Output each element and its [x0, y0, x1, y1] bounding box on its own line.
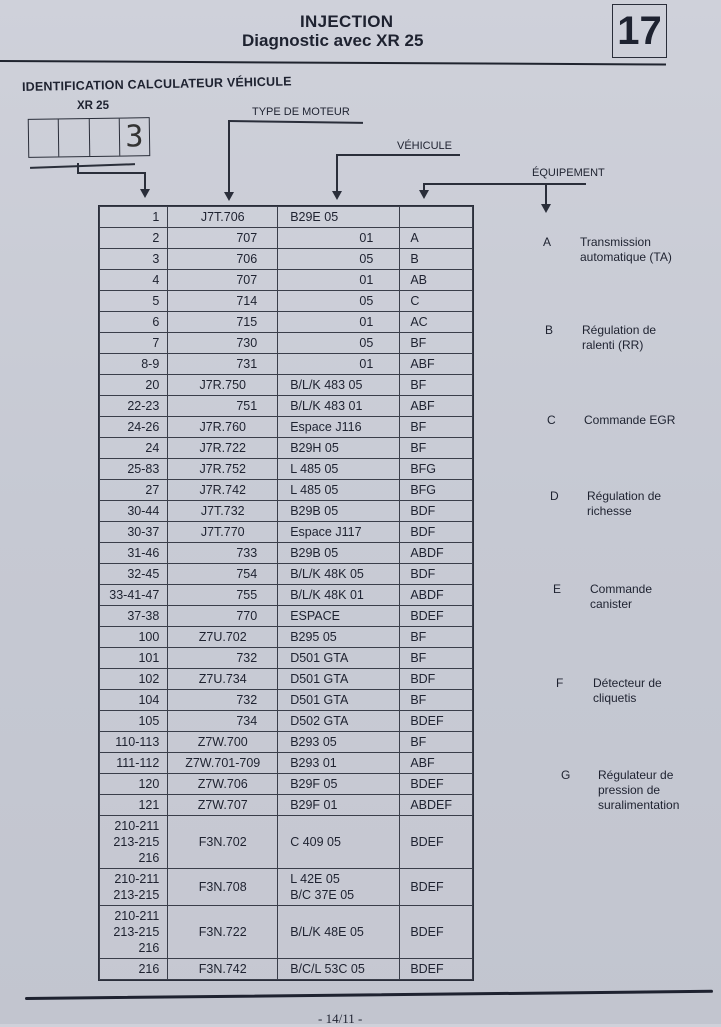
- cell-calculator-code: 102: [100, 669, 168, 690]
- ecu-identification-table: [98, 205, 474, 981]
- table-row: [100, 354, 473, 375]
- cell-engine-type: Z7W.700: [168, 732, 278, 753]
- legend-description: Régulation de richesse: [587, 489, 662, 518]
- cell-calculator-code: 100: [100, 627, 168, 648]
- cell-calculator-code: 27: [100, 480, 168, 501]
- cell-equipment: BDEF: [400, 774, 473, 795]
- arrow-down-icon: [419, 190, 429, 199]
- connector-line: [545, 183, 547, 205]
- cell-calculator-code: 216: [100, 959, 168, 980]
- cell-calculator-code: 5: [100, 291, 168, 312]
- cell-engine-type: 732: [168, 648, 278, 669]
- cell-engine-type: Z7W.706: [168, 774, 278, 795]
- table-row: [100, 959, 473, 980]
- table-row: [100, 606, 473, 627]
- cell-calculator-code: 6: [100, 312, 168, 333]
- cell-calculator-code: 30-37: [100, 522, 168, 543]
- cell-equipment: BDEF: [400, 606, 473, 627]
- table-row: [100, 732, 473, 753]
- cell-calculator-code: 3: [100, 249, 168, 270]
- identification-title: IDENTIFICATION CALCULATEUR VÉHICULE: [21, 74, 292, 94]
- cell-engine-type: 751: [168, 396, 278, 417]
- legend-code: F: [556, 676, 564, 690]
- cell-vehicle: B29B 05: [278, 501, 400, 522]
- cell-calculator-code: 101: [100, 648, 168, 669]
- table-row: [100, 438, 473, 459]
- cell-vehicle: 05: [278, 291, 400, 312]
- table-row: [100, 711, 473, 732]
- table-row: [100, 774, 473, 795]
- section-subtitle: Diagnostic avec XR 25: [242, 31, 424, 50]
- table-row: [100, 585, 473, 606]
- cell-calculator-code: 111-112: [100, 753, 168, 774]
- cell-vehicle: Espace J117: [278, 522, 400, 543]
- legend-description: Régulateur de pression de suralimentation: [598, 768, 680, 812]
- cell-vehicle: B/L/K 48K 01: [278, 585, 400, 606]
- cell-vehicle: B/L/K 483 01: [278, 396, 400, 417]
- table-row: [100, 291, 473, 312]
- cell-engine-type: Z7U.702: [168, 627, 278, 648]
- cell-calculator-code: 25-83: [100, 459, 168, 480]
- cell-vehicle: B293 01: [278, 753, 400, 774]
- table-row: [100, 627, 473, 648]
- legend-description: Transmission automatique (TA): [580, 235, 672, 264]
- table-row: [100, 312, 473, 333]
- table-row: [100, 522, 473, 543]
- cell-calculator-code: 24: [100, 438, 168, 459]
- xr25-display: [28, 117, 151, 158]
- cell-equipment: BF: [400, 648, 473, 669]
- chapter-number: 17: [612, 4, 667, 58]
- xr25-digit-4: 3: [125, 119, 144, 155]
- cell-equipment: BDF: [400, 669, 473, 690]
- legend-code: D: [550, 489, 559, 503]
- cell-equipment: ABF: [400, 396, 473, 417]
- cell-engine-type: 733: [168, 543, 278, 564]
- cell-engine-type: 770: [168, 606, 278, 627]
- cell-equipment: BDEF: [400, 711, 473, 732]
- table-row: [100, 249, 473, 270]
- cell-engine-type: F3N.742: [168, 959, 278, 980]
- legend-code: E: [553, 582, 562, 596]
- section-title: INJECTION: [300, 12, 394, 31]
- cell-equipment: B: [400, 249, 473, 270]
- cell-equipment: BFG: [400, 459, 473, 480]
- cell-calculator-code: 2: [100, 228, 168, 249]
- cell-calculator-code: 31-46: [100, 543, 168, 564]
- table-row: [100, 270, 473, 291]
- cell-calculator-code: 8-9: [100, 354, 168, 375]
- cell-equipment: ABDEF: [400, 795, 473, 816]
- cell-vehicle: 05: [278, 249, 400, 270]
- cell-equipment: BFG: [400, 480, 473, 501]
- table-row: [100, 480, 473, 501]
- cell-equipment: ABDF: [400, 585, 473, 606]
- cell-engine-type: Z7W.701-709: [168, 753, 278, 774]
- cell-engine-type: J7R.742: [168, 480, 278, 501]
- cell-equipment: BDF: [400, 564, 473, 585]
- connector-line: [30, 163, 135, 168]
- cell-calculator-code: 33-41-47: [100, 585, 168, 606]
- cell-calculator-code: 121: [100, 795, 168, 816]
- legend-description: Détecteur de cliquetis: [593, 676, 662, 705]
- table-row: [100, 816, 473, 869]
- cell-engine-type: 715: [168, 312, 278, 333]
- cell-equipment: ABF: [400, 354, 473, 375]
- cell-vehicle: D502 GTA: [278, 711, 400, 732]
- legend-code: C: [547, 413, 556, 427]
- cell-vehicle: D501 GTA: [278, 669, 400, 690]
- cell-vehicle: B293 05: [278, 732, 400, 753]
- arrow-down-icon: [541, 204, 551, 213]
- cell-engine-type: F3N.722: [168, 906, 278, 959]
- table-row: [100, 690, 473, 711]
- cell-equipment: BDEF: [400, 869, 473, 906]
- footer-rule: [25, 990, 713, 1000]
- page-number: - 14/11 -: [318, 1011, 363, 1026]
- cell-vehicle: 01: [278, 228, 400, 249]
- cell-engine-type: 714: [168, 291, 278, 312]
- cell-engine-type: J7R.760: [168, 417, 278, 438]
- table-row: [100, 417, 473, 438]
- connector-line: [228, 120, 363, 123]
- table-row: [100, 228, 473, 249]
- cell-calculator-code: 30-44: [100, 501, 168, 522]
- cell-vehicle: B/L/K 483 05: [278, 375, 400, 396]
- cell-calculator-code: 1: [100, 207, 168, 228]
- cell-calculator-code: 210-211 213-215 216: [100, 816, 168, 869]
- cell-equipment: BF: [400, 417, 473, 438]
- cell-calculator-code: 22-23: [100, 396, 168, 417]
- cell-equipment: BF: [400, 627, 473, 648]
- cell-calculator-code: 32-45: [100, 564, 168, 585]
- cell-vehicle: B/C/L 53C 05: [278, 959, 400, 980]
- cell-engine-type: J7R.752: [168, 459, 278, 480]
- cell-equipment: [400, 207, 473, 228]
- cell-equipment: BF: [400, 375, 473, 396]
- table-row: [100, 333, 473, 354]
- cell-vehicle: 01: [278, 354, 400, 375]
- connector-line: [336, 154, 460, 156]
- cell-equipment: ABF: [400, 753, 473, 774]
- table-row: [100, 543, 473, 564]
- connector-line: [228, 120, 230, 193]
- cell-engine-type: 731: [168, 354, 278, 375]
- cell-engine-type: J7R.722: [168, 438, 278, 459]
- arrow-down-icon: [332, 191, 342, 200]
- cell-vehicle: B295 05: [278, 627, 400, 648]
- table-row: [100, 795, 473, 816]
- cell-equipment: BDEF: [400, 906, 473, 959]
- table-row: [100, 753, 473, 774]
- cell-engine-type: 734: [168, 711, 278, 732]
- cell-vehicle: C 409 05: [278, 816, 400, 869]
- legend-code: G: [561, 768, 571, 782]
- legend-description: Régulation de ralenti (RR): [582, 323, 657, 352]
- table-row: [100, 501, 473, 522]
- table-row: [100, 906, 473, 959]
- cell-engine-type: F3N.708: [168, 869, 278, 906]
- cell-engine-type: 707: [168, 228, 278, 249]
- cell-calculator-code: 120: [100, 774, 168, 795]
- legend-description: Commande canister: [590, 582, 653, 611]
- cell-engine-type: 707: [168, 270, 278, 291]
- label-vehicle: VÉHICULE: [397, 140, 453, 152]
- cell-engine-type: 754: [168, 564, 278, 585]
- xr25-digit-2: [59, 119, 90, 156]
- cell-calculator-code: 4: [100, 270, 168, 291]
- cell-equipment: BF: [400, 333, 473, 354]
- cell-engine-type: F3N.702: [168, 816, 278, 869]
- cell-equipment: BDF: [400, 522, 473, 543]
- table-row: [100, 869, 473, 906]
- cell-equipment: BF: [400, 690, 473, 711]
- cell-calculator-code: 7: [100, 333, 168, 354]
- cell-engine-type: 732: [168, 690, 278, 711]
- cell-equipment: BDEF: [400, 959, 473, 980]
- table-row: [100, 648, 473, 669]
- cell-engine-type: 755: [168, 585, 278, 606]
- arrow-down-icon: [140, 189, 150, 198]
- table-row: [100, 396, 473, 417]
- arrow-down-icon: [224, 192, 234, 201]
- cell-calculator-code: 210-211 213-215 216: [100, 906, 168, 959]
- cell-vehicle: B29H 05: [278, 438, 400, 459]
- table-row: [100, 564, 473, 585]
- cell-equipment: BDEF: [400, 816, 473, 869]
- cell-vehicle: L 42E 05 B/C 37E 05: [278, 869, 400, 906]
- table-row: [100, 459, 473, 480]
- cell-engine-type: Z7W.707: [168, 795, 278, 816]
- cell-vehicle: Espace J116: [278, 417, 400, 438]
- cell-calculator-code: 110-113: [100, 732, 168, 753]
- connector-line: [144, 172, 146, 190]
- cell-calculator-code: 105: [100, 711, 168, 732]
- cell-equipment: A: [400, 228, 473, 249]
- cell-vehicle: B/L/K 48E 05: [278, 906, 400, 959]
- legend-description: Commande EGR: [584, 413, 676, 427]
- header-rule: [0, 60, 666, 65]
- cell-vehicle: 05: [278, 333, 400, 354]
- connector-line: [77, 172, 145, 174]
- table-row: [100, 375, 473, 396]
- cell-engine-type: 706: [168, 249, 278, 270]
- cell-calculator-code: 210-211 213-215: [100, 869, 168, 906]
- cell-vehicle: 01: [278, 270, 400, 291]
- cell-calculator-code: 24-26: [100, 417, 168, 438]
- xr25-label: XR 25: [77, 100, 109, 112]
- cell-equipment: C: [400, 291, 473, 312]
- cell-vehicle: L 485 05: [278, 459, 400, 480]
- table-row: [100, 207, 473, 228]
- cell-vehicle: B29F 01: [278, 795, 400, 816]
- cell-equipment: ABDF: [400, 543, 473, 564]
- cell-vehicle: B29E 05: [278, 207, 400, 228]
- cell-equipment: BF: [400, 732, 473, 753]
- cell-vehicle: B29B 05: [278, 543, 400, 564]
- connector-line: [423, 183, 586, 185]
- cell-equipment: BF: [400, 438, 473, 459]
- cell-calculator-code: 37-38: [100, 606, 168, 627]
- xr25-digit-1: [29, 119, 60, 156]
- legend-code: B: [545, 323, 554, 337]
- cell-vehicle: 01: [278, 312, 400, 333]
- cell-engine-type: J7T.770: [168, 522, 278, 543]
- cell-equipment: BDF: [400, 501, 473, 522]
- cell-engine-type: J7T.706: [168, 207, 278, 228]
- cell-vehicle: D501 GTA: [278, 648, 400, 669]
- cell-equipment: AC: [400, 312, 473, 333]
- cell-calculator-code: 104: [100, 690, 168, 711]
- cell-engine-type: J7R.750: [168, 375, 278, 396]
- connector-line: [336, 154, 338, 192]
- cell-vehicle: L 485 05: [278, 480, 400, 501]
- cell-engine-type: Z7U.734: [168, 669, 278, 690]
- label-engine-type: TYPE DE MOTEUR: [252, 106, 350, 118]
- table-row: [100, 669, 473, 690]
- cell-vehicle: D501 GTA: [278, 690, 400, 711]
- xr25-digit-3: [89, 119, 120, 156]
- cell-engine-type: J7T.732: [168, 501, 278, 522]
- cell-vehicle: B/L/K 48K 05: [278, 564, 400, 585]
- cell-equipment: AB: [400, 270, 473, 291]
- legend-code: A: [543, 235, 552, 249]
- cell-calculator-code: 20: [100, 375, 168, 396]
- cell-vehicle: ESPACE: [278, 606, 400, 627]
- label-equipment: ÉQUIPEMENT: [532, 167, 605, 179]
- cell-engine-type: 730: [168, 333, 278, 354]
- cell-vehicle: B29F 05: [278, 774, 400, 795]
